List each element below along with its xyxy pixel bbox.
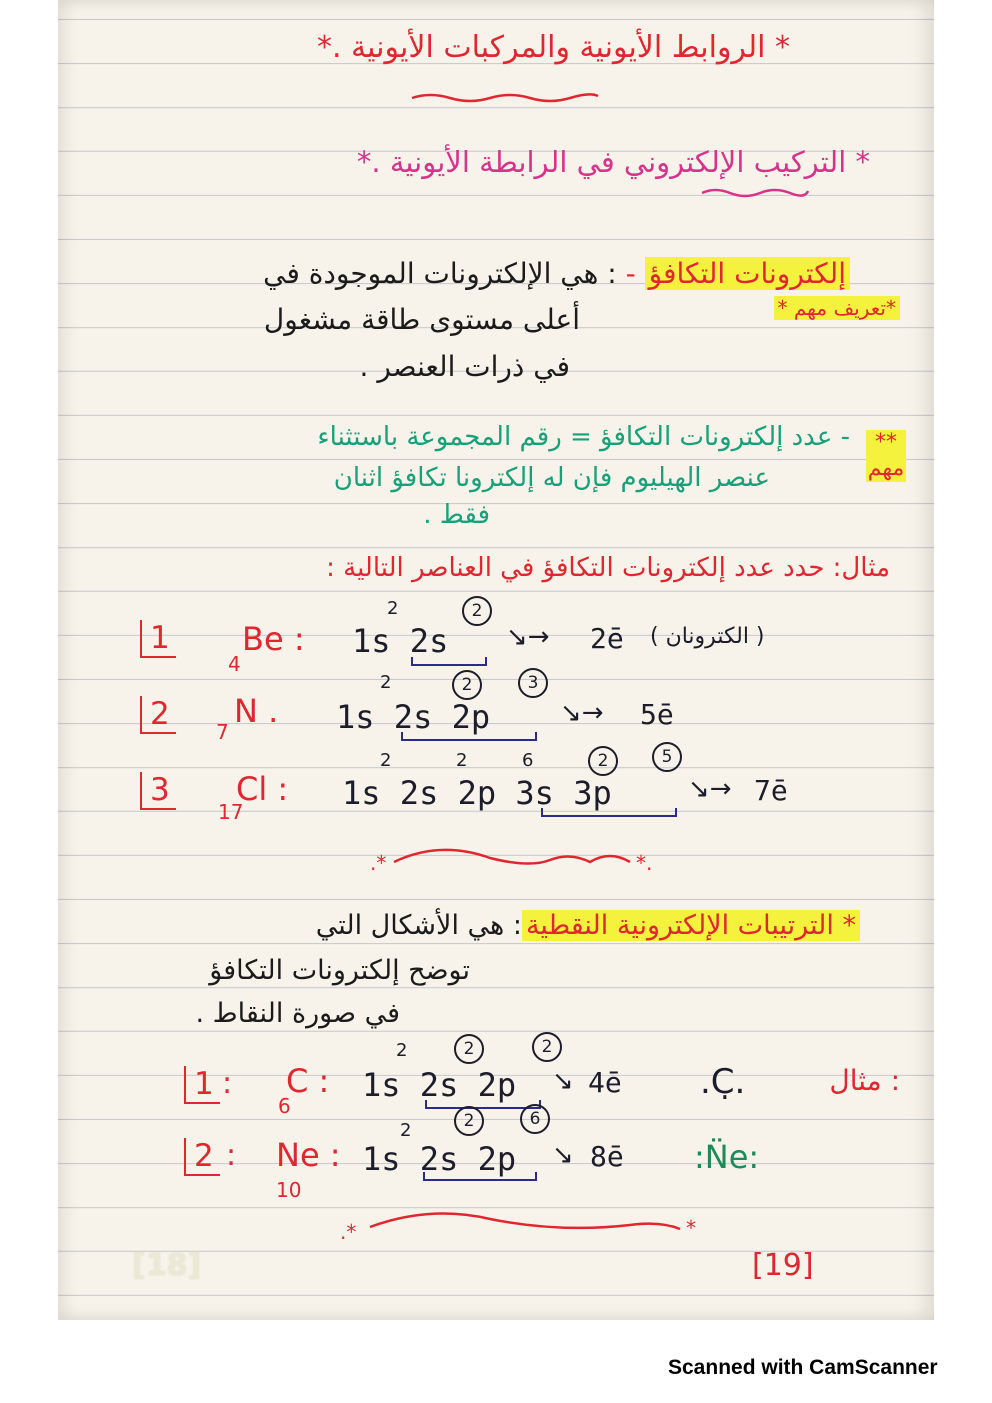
dot-row2-config: 1s 2s 2p	[362, 1140, 517, 1178]
example1-row1-index: 1	[140, 620, 176, 658]
dot-row2-bracket	[422, 1170, 540, 1184]
note-important-tag: ** مهم	[867, 430, 905, 481]
example1-row1-sup1: 2	[387, 598, 399, 619]
faded-page-stamp: [18]	[132, 1248, 202, 1283]
example1-row1-circle1: 2	[462, 596, 492, 626]
title2-underline	[700, 185, 810, 201]
example1-row2-circle2: 3	[518, 668, 548, 698]
dot-row2-symbol: Ne :	[276, 1136, 341, 1174]
dot-structure-term: * الترتيبات الإلكترونية النقطية	[522, 910, 860, 941]
note-line2: عنصر الهيليوم فإن له إلكترونا تكافؤ اثنان	[333, 463, 770, 493]
example1-heading: مثال: حدد عدد إلكترونات التكافؤ في العناصر التالية :	[326, 553, 890, 583]
dot-row1-result: 4ē	[588, 1066, 622, 1099]
dot-row2-arrow: ↘	[552, 1140, 574, 1170]
example1-row3-sup2: 2	[456, 750, 468, 771]
dot-row1-z: 6	[278, 1094, 291, 1118]
example1-row1-symbol: Be :	[242, 620, 305, 658]
title-ionic-bonds: * الروابط الأيونية والمركبات الأيونية .*	[316, 30, 790, 65]
example1-row2-symbol: N .	[234, 692, 279, 730]
example1-row3-bracket	[540, 806, 680, 820]
dot-structure-def-text: : هي الأشكال التي	[315, 910, 522, 941]
title-electron-config: * التركيب الإلكتروني في الرابطة الأيونية .*	[356, 145, 870, 179]
valence-definition-line2: أعلى مستوى طاقة مشغول	[263, 303, 580, 336]
dot-row1-lewis: .C̣.	[700, 1062, 746, 1102]
dot-row1-config: 1s 2s 2p	[362, 1066, 517, 1104]
example1-row3-circle1: 2	[588, 746, 618, 776]
example1-row1-result: 2ē	[590, 622, 624, 655]
example1-row1-z: 4	[228, 652, 241, 676]
dot-row1-circle2: 2	[532, 1032, 562, 1062]
dot-row1-index: 1	[184, 1066, 220, 1104]
example1-row2-circle1: 2	[452, 670, 482, 700]
example1-row2-result: 5ē	[640, 698, 674, 731]
example1-row2-arrow: ↘→	[560, 698, 604, 728]
dot-row2-colon: :	[226, 1138, 237, 1173]
valence-definition-line3: في ذرات العنصر .	[359, 350, 570, 383]
example1-row2-bracket	[400, 730, 540, 744]
example1-row2-config: 1s 2s 2p	[336, 698, 491, 736]
example1-row2-sup1: 2	[380, 672, 392, 693]
example1-row3-symbol: Cl :	[236, 770, 289, 808]
dot-example-label: : مثال	[829, 1064, 900, 1097]
example1-row2-index: 2	[140, 696, 176, 734]
example1-row2-z: 7	[216, 720, 229, 744]
svg-text:*: *	[686, 1216, 696, 1240]
dot-row2-circle1: 2	[454, 1106, 484, 1136]
example1-row3-arrow: ↘→	[688, 774, 732, 804]
example1-row1-config: 1s 2s	[352, 622, 449, 660]
example1-row1-note: ( الكترونان )	[650, 624, 765, 649]
dot-row1-circle1: 2	[454, 1034, 484, 1064]
valence-term: إلكترونات التكافؤ	[645, 257, 850, 290]
page-number: [19]	[752, 1248, 814, 1283]
title1-underline	[410, 88, 600, 108]
dot-row2-result: 8ē	[590, 1140, 624, 1173]
valence-definition-line1: إلكترونات التكافؤ - : هي الإلكترونات الموجودة في	[150, 257, 850, 290]
svg-text:.*: .*	[370, 851, 387, 875]
dot-row1-sup1: 2	[396, 1040, 408, 1061]
svg-text:.*: .*	[340, 1220, 357, 1244]
example1-row3-sup1: 2	[380, 750, 392, 771]
example1-row1-arrow: ↘→	[506, 622, 550, 652]
example1-row3-z: 17	[218, 800, 244, 824]
dot-row2-circle2: 6	[520, 1104, 550, 1134]
dot-row1-colon: :	[222, 1066, 233, 1101]
svg-text:*.: *.	[636, 851, 653, 875]
dot-row1-arrow: ↘	[552, 1066, 574, 1096]
dot-row2-lewis: :N̈e:	[694, 1138, 760, 1176]
scanner-watermark: Scanned with CamScanner	[668, 1356, 938, 1379]
example1-row3-index: 3	[140, 772, 176, 810]
example1-row3-circle2: 5	[652, 742, 682, 772]
example1-row3-result: 7ē	[754, 774, 788, 807]
example1-row3-sup3: 6	[522, 750, 534, 771]
example1-row1-bracket	[410, 655, 490, 669]
dot-row1-symbol: C :	[286, 1062, 330, 1100]
note-line1: - عدد إلكترونات التكافؤ = رقم المجموعة باستثناء	[317, 422, 850, 452]
note-line3: فقط .	[423, 500, 490, 530]
dot-row2-sup1: 2	[400, 1120, 412, 1141]
section-separator	[370, 840, 680, 880]
dot-structure-definition-line1	[160, 910, 860, 941]
important-definition-tag: *تعريف مهم *	[760, 296, 900, 320]
dot-structure-definition-line3: في صورة النقاط .	[195, 998, 400, 1029]
dot-structure-definition-line2: توضح إلكترونات التكافؤ	[209, 955, 470, 986]
dot-row2-index: 2	[184, 1138, 220, 1176]
example1-row3-config: 1s 2s 2p 3s 3p	[342, 774, 612, 812]
valence-def-text: : هي الإلكترونات الموجودة في	[263, 257, 617, 290]
dot-row2-z: 10	[276, 1178, 302, 1202]
bottom-separator	[340, 1205, 710, 1245]
